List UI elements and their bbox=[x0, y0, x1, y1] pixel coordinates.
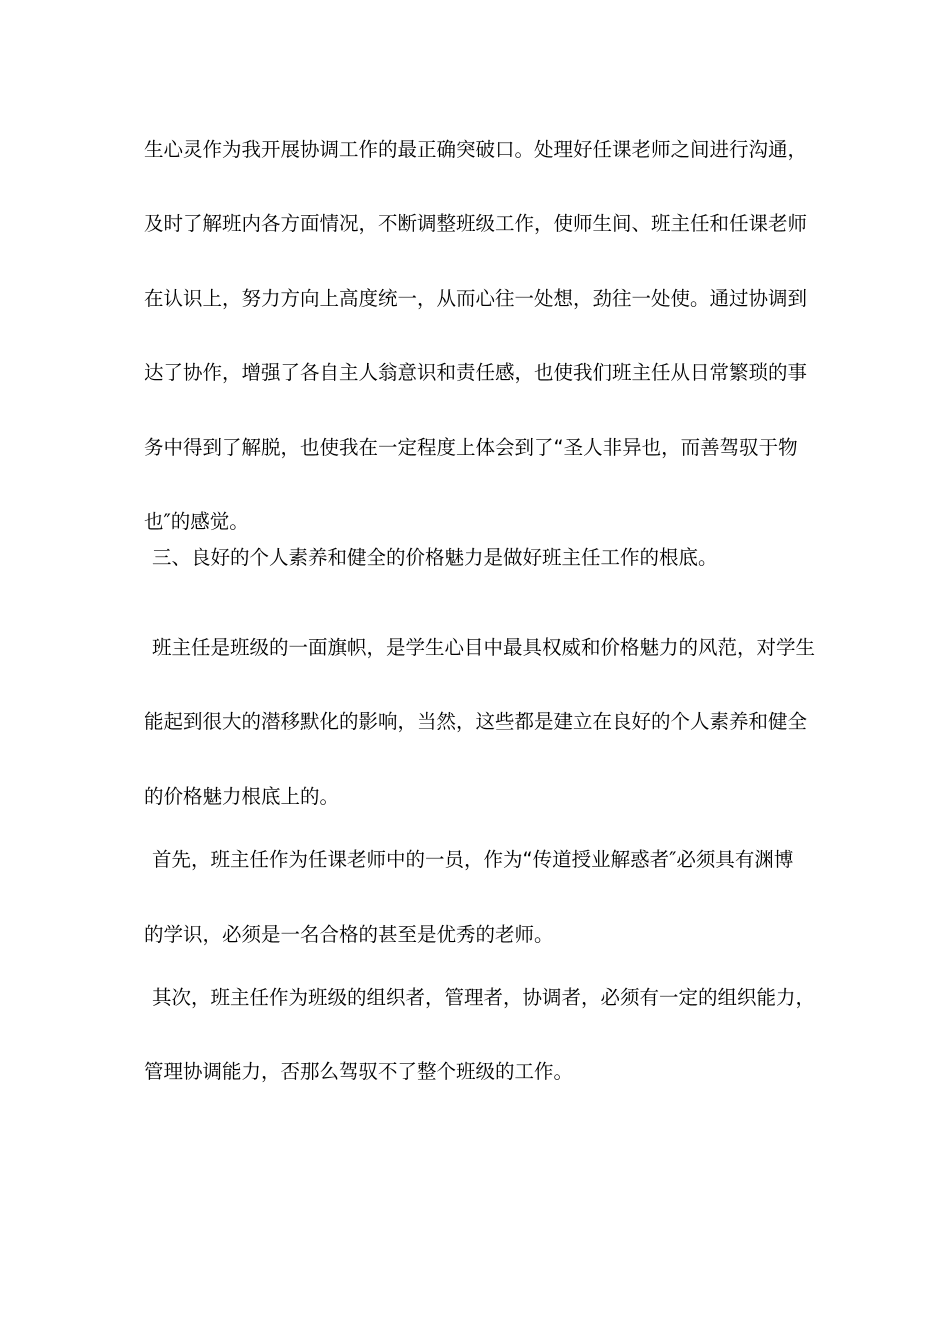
paragraph-line: 务中得到了解脱，也使我在一定程度上体会到了“圣人非异也，而善驾驭于物 bbox=[144, 436, 798, 459]
paragraph-line: 管理协调能力，否那么驾驭不了整个班级的工作。 bbox=[144, 1060, 574, 1083]
paragraph-line: 达了协作，增强了各自主人翁意识和责任感，也使我们班主任从日常繁琐的事 bbox=[144, 361, 808, 384]
paragraph-line: 在认识上，努力方向上高度统一，从而心往一处想，劲往一处使。通过协调到 bbox=[144, 287, 808, 310]
paragraph-line: 其次，班主任作为班级的组织者，管理者，协调者，必须有一定的组织能力， bbox=[152, 986, 816, 1009]
paragraph-line: 也″的感觉。 bbox=[144, 510, 249, 533]
paragraph-line: 生心灵作为我开展协调工作的最正确突破口。处理好任课老师之间进行沟通， bbox=[144, 138, 808, 161]
paragraph-line: 能起到很大的潜移默化的影响，当然，这些都是建立在良好的个人素养和健全 bbox=[144, 710, 808, 733]
paragraph-line: 班主任是班级的一面旗帜，是学生心目中最具权威和价格魅力的风范，对学生 bbox=[152, 636, 816, 659]
paragraph-line: 首先，班主任作为任课老师中的一员，作为“传道授业解惑者″必须具有渊博 bbox=[152, 848, 794, 871]
paragraph-line: 的学识，必须是一名合格的甚至是优秀的老师。 bbox=[144, 923, 554, 946]
section-heading: 三、良好的个人素养和健全的价格魅力是做好班主任工作的根底。 bbox=[152, 546, 718, 569]
paragraph-line: 及时了解班内各方面情况，不断调整班级工作，使师生间、班主任和任课老师 bbox=[144, 212, 808, 235]
paragraph-line: 的价格魅力根底上的。 bbox=[144, 785, 340, 808]
